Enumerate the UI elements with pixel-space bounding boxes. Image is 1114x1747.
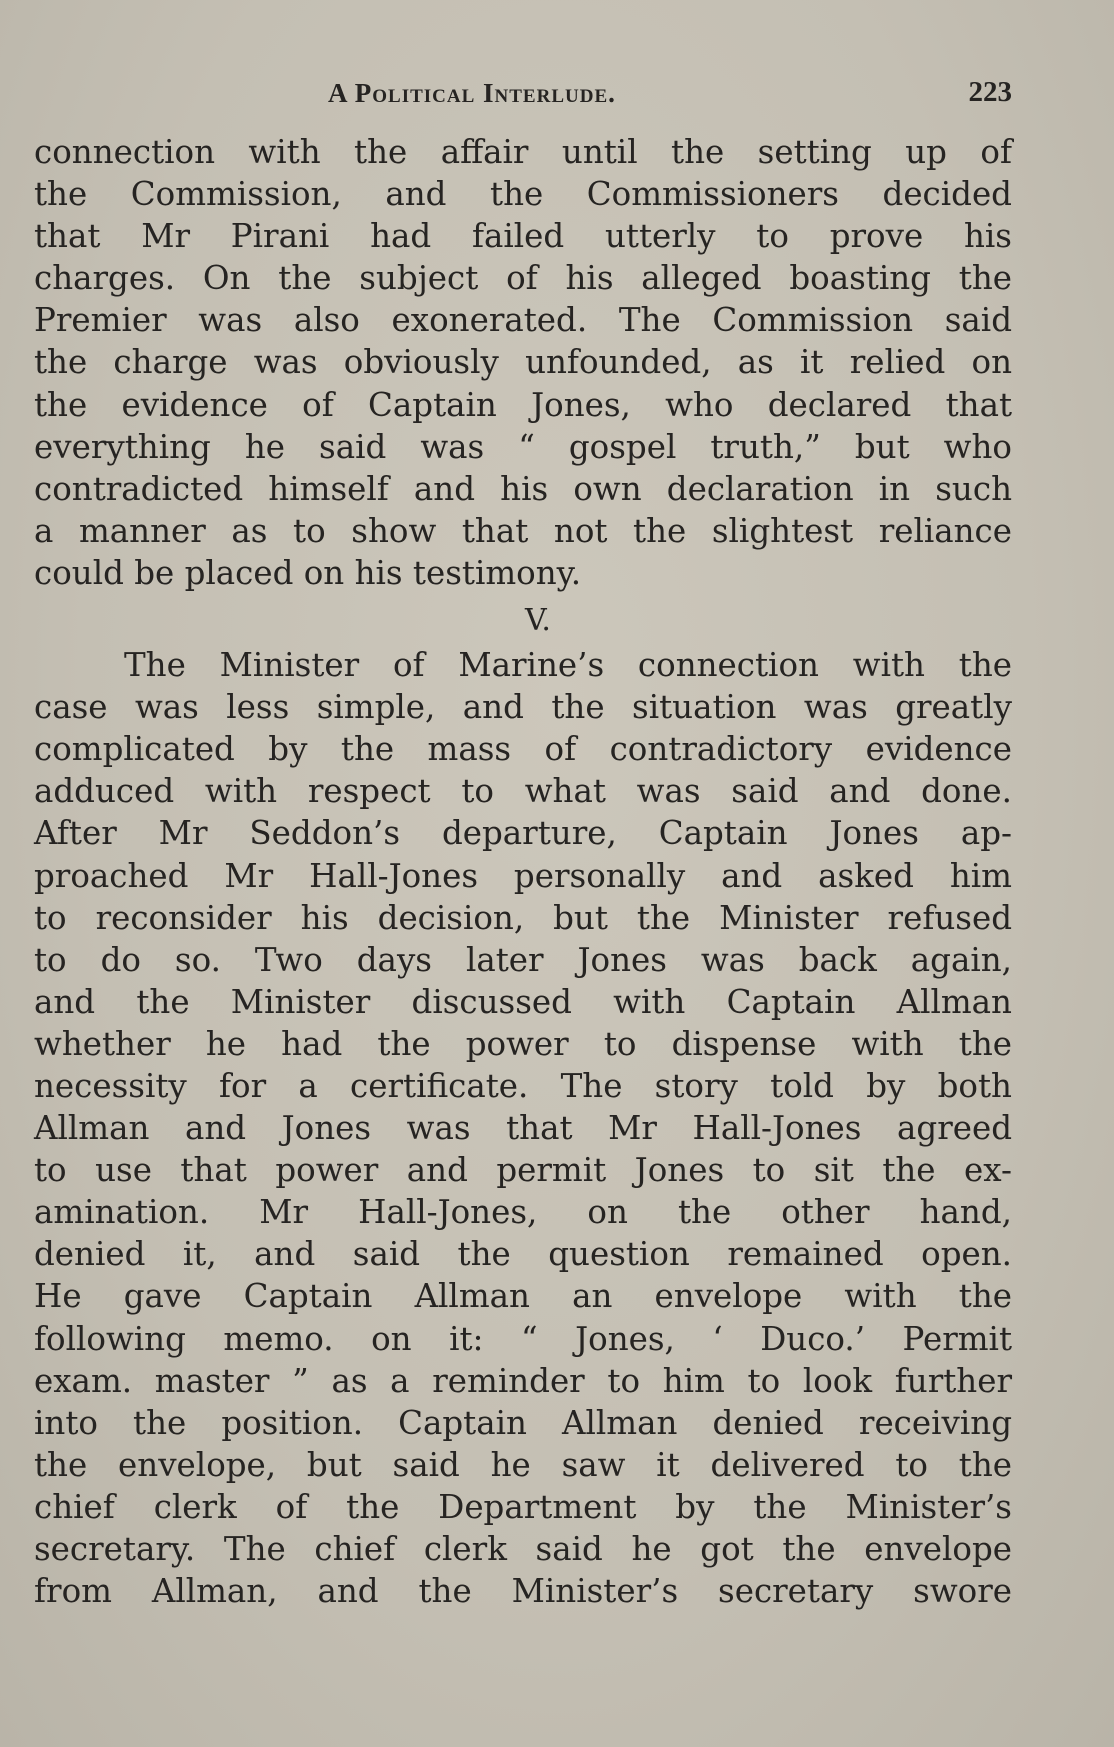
text-line: the evidence of Captain Jones, who declared that <box>34 385 1012 424</box>
text-line: the charge was obviously unfounded, as it relied on <box>34 343 1012 382</box>
text-line: following memo. on it: “ Jones, ‘ Duco.’ Permit <box>34 1319 1012 1358</box>
text-line: After Mr Seddon’s departure, Captain Jones ap- <box>34 814 1012 853</box>
text-line: He gave Captain Allman an envelope with the <box>34 1277 1012 1316</box>
text-line: The Minister of Marine’s connection with the <box>124 646 1012 685</box>
text-line: Allman and Jones was that Mr Hall-Jones agreed <box>34 1109 1012 1148</box>
section-numeral: V. <box>525 603 551 639</box>
text-line: exam. master ” as a reminder to him to look further <box>34 1361 1012 1400</box>
text-line: necessity for a certificate. The story told by both <box>34 1066 1012 1105</box>
text-line: to do so. Two days later Jones was back again, <box>34 940 1012 979</box>
text-line: adduced with respect to what was said and done. <box>34 772 1012 811</box>
body-text <box>34 131 1012 1612</box>
text-line: and the Minister discussed with Captain Allman <box>34 982 1012 1021</box>
text-line: the envelope, but said he saw it delivered to the <box>34 1445 1012 1484</box>
text-line: secretary. The chief clerk said he got the envelope <box>34 1530 1012 1568</box>
text-line: into the position. Captain Allman denied receiving <box>34 1403 1012 1442</box>
text-line: to reconsider his decision, but the Minister refused <box>34 898 1012 937</box>
text-line: the Commission, and the Commissioners decided <box>34 175 1012 214</box>
text-line: proached Mr Hall-Jones personally and asked him <box>34 856 1012 895</box>
text-line: to use that power and permit Jones to sit the ex- <box>34 1151 1012 1190</box>
text-line: that Mr Pirani had failed utterly to prove his <box>34 217 1012 256</box>
running-title: A Political Interlude. <box>328 78 616 108</box>
text-line: everything he said was “ gospel truth,” but who <box>34 427 1012 466</box>
text-line: connection with the affair until the setting up of <box>34 133 1012 171</box>
page-number: 223 <box>968 76 1012 108</box>
page-header <box>34 72 1012 116</box>
text-line: Premier was also exonerated. The Commission said <box>34 301 1012 340</box>
text-line: case was less simple, and the situation was greatly <box>34 688 1012 727</box>
text-line: amination. Mr Hall-Jones, on the other hand, <box>34 1193 1012 1232</box>
text-line: denied it, and said the question remained open. <box>34 1235 1012 1274</box>
text-line: a manner as to show that not the slightest reliance <box>34 511 1012 550</box>
paragraph-1 <box>34 131 1012 594</box>
paragraph-2 <box>34 644 1012 1612</box>
text-line: could be placed on his testimony. <box>34 553 582 592</box>
text-line: charges. On the subject of his alleged boasting the <box>34 259 1012 298</box>
text-line: chief clerk of the Department by the Minister’s <box>34 1487 1012 1526</box>
text-line: from Allman, and the Minister’s secretary swore <box>34 1572 1012 1611</box>
text-line: complicated by the mass of contradictory evidence <box>34 730 1012 769</box>
text-line: whether he had the power to dispense with the <box>34 1024 1012 1063</box>
text-line: contradicted himself and his own declaration in such <box>34 469 1012 508</box>
